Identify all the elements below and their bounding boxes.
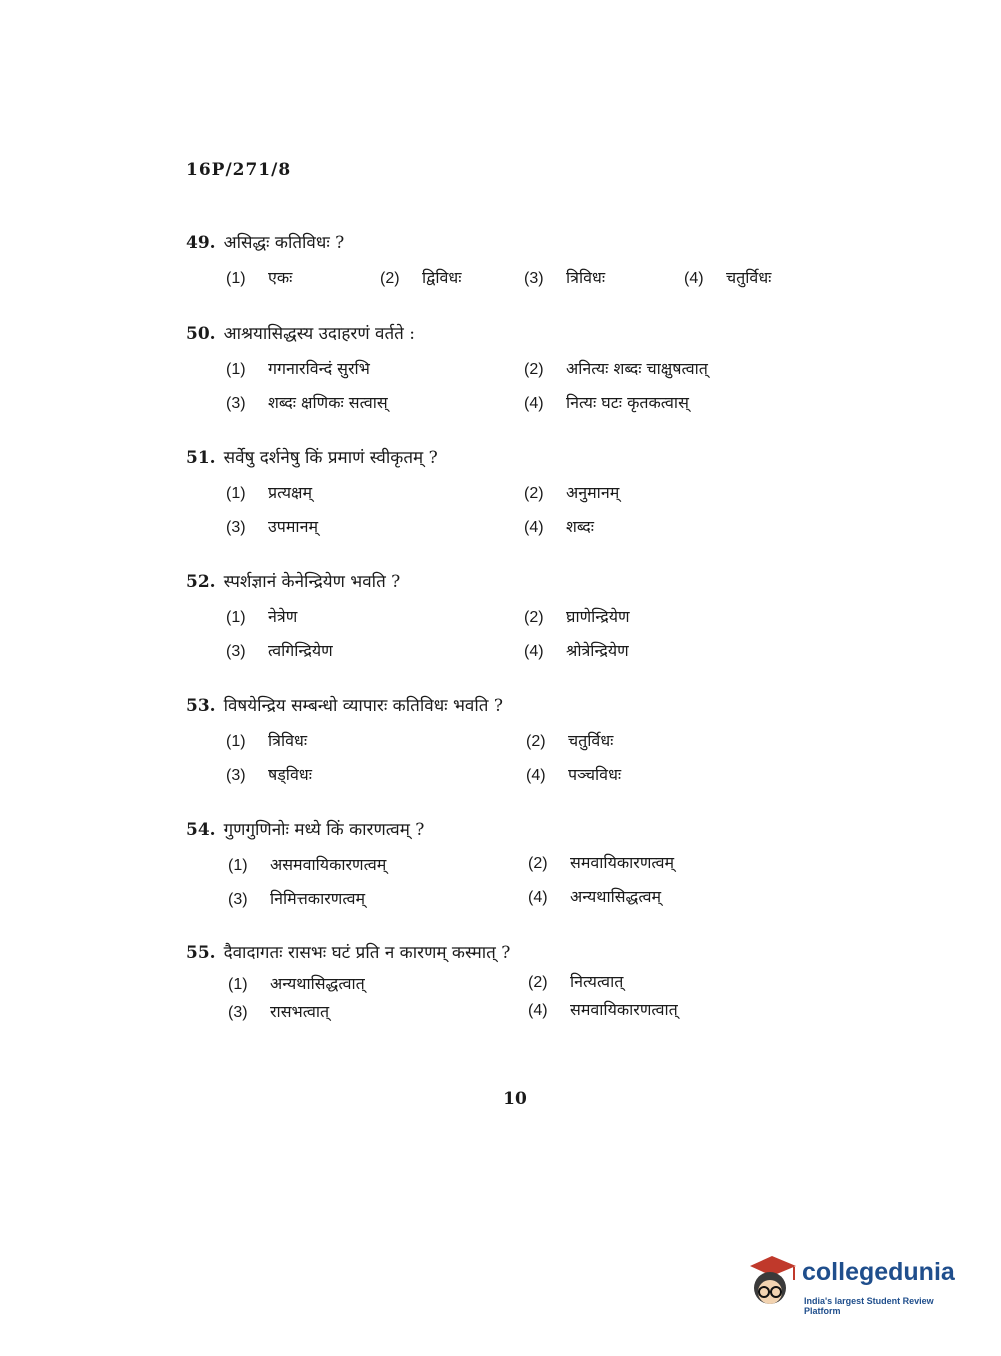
option-2: (2) द्विविधः [380,268,462,287]
option-4: (4) अन्यथासिद्धत्वम् [528,887,662,906]
question-number: 54. [186,820,216,840]
collegedunia-watermark [742,1252,972,1314]
question-text: आश्रयासिद्धस्य उदाहरणं वर्तते : [223,324,415,344]
option-4: (4) पञ्चविधः [526,765,622,784]
option-3: (3) त्रिविधः [524,268,606,287]
question-number: 52. [186,572,216,592]
question-text: दैवादागतः रासभः घटं प्रति न कारणम् कस्मात् ? [223,943,511,963]
question-stem [186,817,424,840]
question-text: गुणगुणिनोः मध्ये किं कारणत्वम् ? [223,820,425,840]
question-text: स्पर्शज्ञानं केनेन्द्रियेण भवति ? [223,572,401,592]
mascot-icon [742,1252,800,1310]
question-stem [186,445,438,468]
question-stem [186,693,503,716]
option-1: (1) असमवायिकारणत्वम् [228,855,387,874]
option-3: (3) शब्दः क्षणिकः सत्वास् [226,393,388,412]
option-2: (2) अनुमानम् [524,483,620,502]
option-1: (1) त्रिविधः [226,731,308,750]
option-2: (2) चतुर्विधः [526,731,614,750]
option-1: (1) गगनारविन्दं सुरभि [226,359,370,378]
question-stem [186,569,400,592]
option-3: (3) षड्विधः [226,765,312,784]
option-4: (4) नित्यः घटः कृतकत्वास् [524,393,689,412]
option-3: (3) रासभत्वात् [228,1002,330,1021]
option-2: (2) समवायिकारणत्वम् [528,853,675,872]
brand-name: collegedunia [802,1258,955,1286]
question-number: 53. [186,696,216,716]
option-4: (4) चतुर्विधः [684,268,772,287]
page-number: 10 [503,1089,527,1109]
option-4: (4) श्रोत्रेन्द्रियेण [524,641,629,660]
option-1: (1) एकः [226,268,293,287]
option-1: (1) अन्यथासिद्धत्वात् [228,974,365,993]
brand-tagline: India's largest Student Review Platform [804,1296,934,1316]
option-2: (2) नित्यत्वात् [528,972,624,991]
question-stem [186,321,415,344]
paper-code: 16P/271/8 [186,160,292,180]
question-number: 50. [186,324,216,344]
option-4: (4) शब्दः [524,517,594,536]
question-stem [186,940,510,963]
option-4: (4) समवायिकारणत्वात् [528,1000,678,1019]
question-number: 51. [186,448,216,468]
question-text: सर्वेषु दर्शनेषु किं प्रमाणं स्वीकृतम् ? [223,448,438,468]
option-2: (2) अनित्यः शब्दः चाक्षुषत्वात् [524,359,708,378]
question-text: असिद्धः कतिविधः ? [223,233,345,253]
option-1: (1) प्रत्यक्षम् [226,483,313,502]
question-text: विषयेन्द्रिय सम्बन्धो व्यापारः कतिविधः भवति ? [223,696,503,716]
question-number: 49. [186,233,216,253]
option-2: (2) घ्राणेन्द्रियेण [524,607,630,626]
question-number: 55. [186,943,216,963]
option-3: (3) उपमानम् [226,517,319,536]
question-stem [186,230,344,253]
option-1: (1) नेत्रेण [226,607,298,626]
option-3: (3) त्वगिन्द्रियेण [226,641,333,660]
option-3: (3) निमित्तकारणत्वम् [228,889,366,908]
